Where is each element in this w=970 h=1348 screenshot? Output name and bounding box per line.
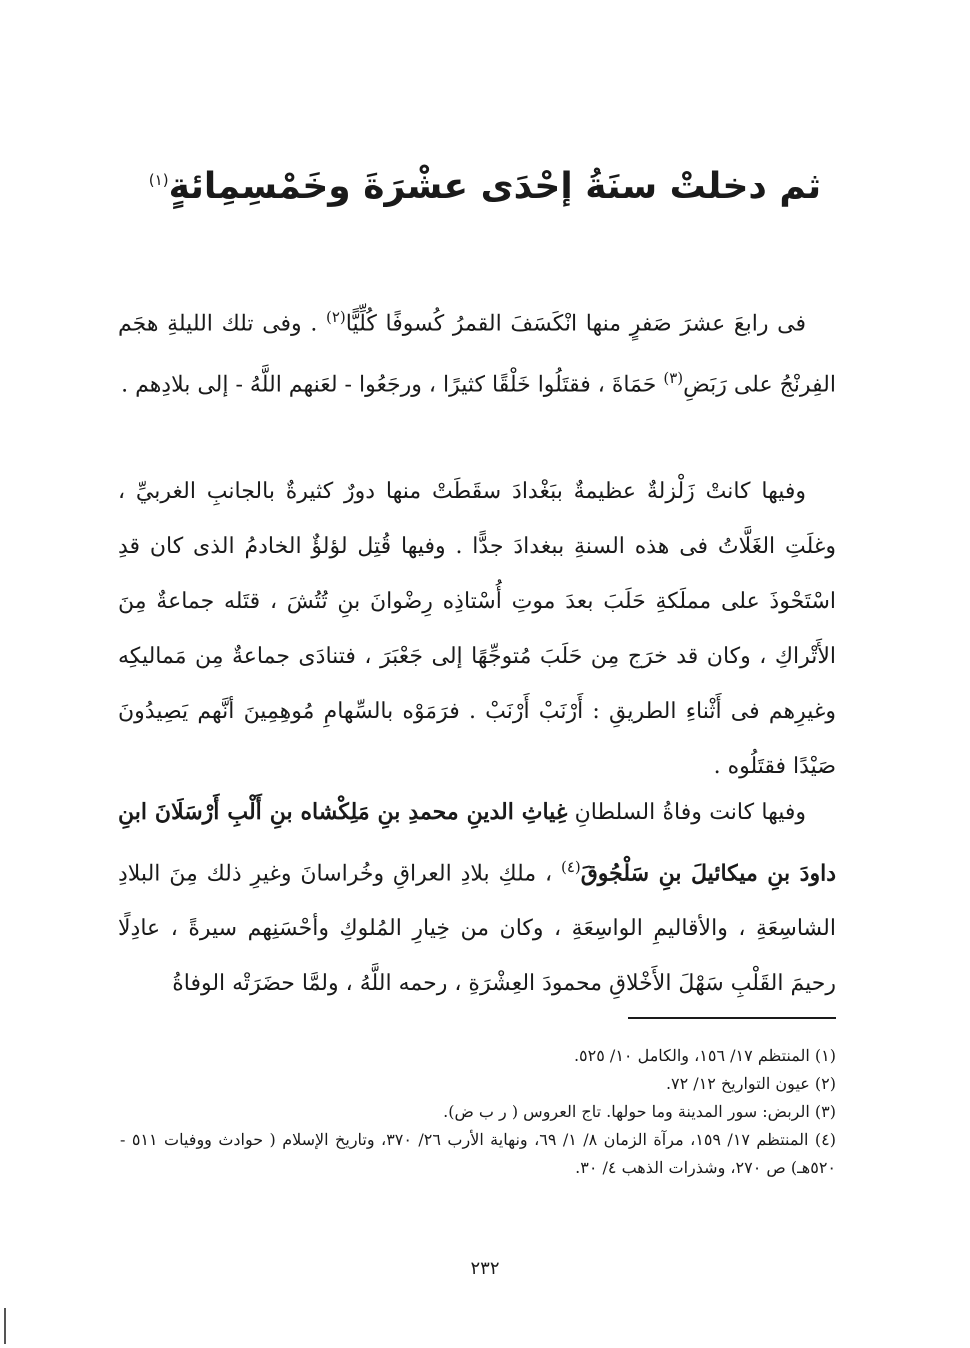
footnote-ref-3: (٣) — [663, 369, 684, 388]
footnote-2: (٢) عيون التواريخ ١٢/ ٧٢. — [665, 1074, 836, 1093]
scan-edge-mark — [4, 1308, 6, 1344]
chapter-title — [120, 150, 850, 217]
chapter-title-text: ثم دخلتْ سنَةُ إحْدَى عشْرَةَ وخَمْسِمِائةٍ — [168, 166, 822, 207]
footnote-ref-1: (١) — [148, 171, 169, 189]
paragraph-2 — [118, 464, 836, 794]
paragraph-3 — [118, 785, 836, 1011]
sultan-name: غِياثِ الدينِ محمدِ بنِ مَلِكْشاه بنِ أَلْبِ أَرْسَلَانَ ابنِ داودَ بنِ ميكائيلَ بنِ سَلْجُوقَ — [118, 799, 836, 887]
paragraph-1-part-a: فى رابعَ عشرَ صَفرٍ منها انْكَسَفَ القمرُ كُسوفًا كُلِّيًّا — [345, 311, 806, 337]
footnote-divider — [628, 1017, 836, 1019]
footnote-3: (٣) الربض: سور المدينة وما حولها. تاج العروس ( ر ب ض). — [443, 1102, 836, 1121]
footnote-ref-2: (٢) — [326, 308, 346, 326]
page-number: ٢٣٢ — [470, 1258, 500, 1279]
footnote-ref-4: (٤) — [560, 858, 581, 876]
footnote-1: (١) المنتظم ١٧/ ١٥٦، والكامل ١٠/ ٥٢٥. — [573, 1046, 836, 1065]
footnote-4: (٤) المنتظم ١٧/ ١٥٩، مرآة الزمان ٨/ ١/ ٦٩، ونهاية الأرب ٢٦/ ٣٧٠، وتاريخ الإسلام ( حوادث ووفيات ٥١١ - ٥٢٠هـ) ص ٢٧٠، وشذرات الذهب ٤/ ٣٠. — [120, 1130, 836, 1177]
paragraph-2-text: وفيها كانتْ زَلْزلةٌ عظيمةٌ ببَغْدادَ سقَطَتْ منها دورٌ كثيرةٌ بالجانبِ الغربيِّ ، وغلَتِ الغَلَّاتُ فى هذه السنةِ ببغدادَ جدًّا . وفيها قُتِل لؤلؤٌ الخادمُ الذى كان قدِ اسْتَحْوذَ على مملَكةِ حَلَبَ بعدَ موتِ أُسْتاذِه رِضْوانَ بنِ تُتُشَ ، قتَله جماعةٌ مِنَ الأَتْراكِ ، وكان قد خرَج مِن حَلَبَ مُتوجِّهًا إلى جَعْبَرَ ، فتنادَى جماعةٌ مِن مَماليكِه وغيرِهم فى أَثْناءِ الطريقِ : أَرْنَبْ أَرْنَبْ . فرَمَوْه بالسِّهامِ مُوهِمِينَ أنَّهم يَصِيدُونَ صَيْدًا فقتَلُوه . — [118, 479, 836, 779]
paragraph-3-part-b: ، ملكِ بلادِ العراقِ وخُراسانَ وغيرِ ذلك مِنَ البلادِ الشاسِعَةِ ، والأقاليمِ الواسِعَةِ ، وكان من خِيارِ المُلوكِ وأحْسَنِهم سيرةً ، عادِلًا رحيمَ القَلْبِ سَهْلَ الأَخْلاقِ محمودَ العِشْرَةِ ، رحمه اللَّهُ ، ولمَّا حضَرَتْه الوفاةُ — [118, 861, 836, 997]
paragraph-1-part-c: حَمَاةَ ، فقتَلُوا خَلْقًا كثيرًا ، ورجَعُوا - لعَنهم اللَّهُ - إلى بلادِهم . — [121, 372, 664, 398]
footnotes — [120, 1042, 836, 1182]
paragraph-3-part-a: وفيها كانت وفاةُ السلطانِ — [567, 800, 806, 825]
paragraph-1 — [118, 290, 836, 413]
paragraph-1-part-b: . وفى تلك الليلةِ هجَم الفِرنْجُ على رَبَضِ — [118, 311, 836, 398]
